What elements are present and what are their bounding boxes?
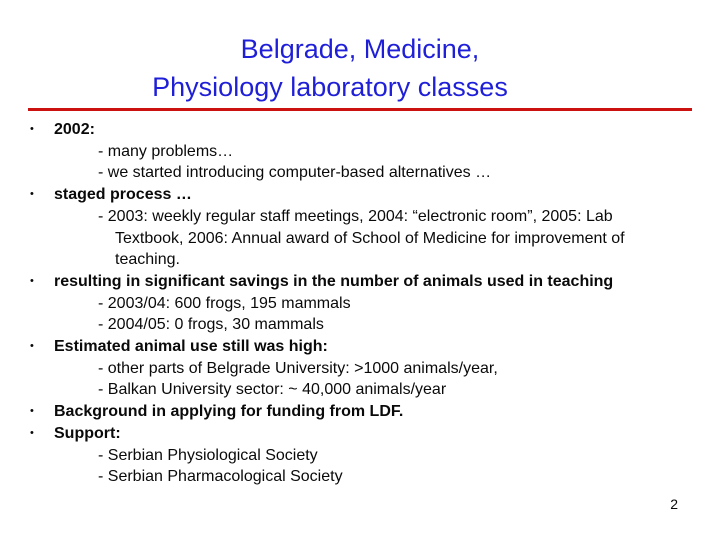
bullet-text: Estimated animal use still was high: [54,338,328,356]
sub-item: - Serbian Pharmacological Society [98,468,343,486]
slide-title [0,30,720,106]
bullet-item [26,401,706,423]
bullet-item [26,423,706,445]
sub-item: - 2003: weekly regular staff meetings, 2004: “electronic room”, 2005: Lab [98,207,613,225]
bullet-icon: • [30,274,34,287]
title-divider [28,108,692,111]
slide-title-line-2: Physiology laboratory classes [152,72,508,102]
bullet-icon: • [30,405,34,418]
sub-item-continuation: teaching. [115,251,180,269]
bullet-text: 2002: [54,121,95,138]
bullet-item [26,336,706,358]
page-number: 2 [670,496,678,512]
sub-item: - Serbian Physiological Society [98,446,318,464]
slide-body [26,119,706,488]
bullet-icon: • [30,340,34,353]
sub-item: - Balkan University sector: ~ 40,000 animals/year [98,381,447,399]
slide-title-line-1: Belgrade, Medicine, [240,34,480,64]
bullet-text: Support: [54,424,121,442]
bullet-icon: • [30,426,34,439]
sub-item: - we started introducing computer-based alternatives … [98,164,492,182]
sub-item: - 2003/04: 600 frogs, 195 mammals [98,294,351,312]
bullet-icon: • [30,123,34,135]
bullet-text: Background in applying for funding from LDF. [54,403,404,421]
sub-item: - 2004/05: 0 frogs, 30 mammals [98,316,324,334]
bullet-text: resulting in significant savings in the number of animals used in teaching [54,272,614,290]
bullet-text: staged process … [54,186,192,204]
bullet-icon: • [30,188,34,201]
bullet-item [26,119,706,141]
bullet-item [26,184,706,206]
sub-item-continuation: Textbook, 2006: Annual award of School of Medicine for improvement of [115,229,625,247]
sub-item: - other parts of Belgrade University: >1000 animals/year, [98,359,498,377]
bullet-item [26,271,706,293]
sub-item: - many problems… [98,142,234,160]
